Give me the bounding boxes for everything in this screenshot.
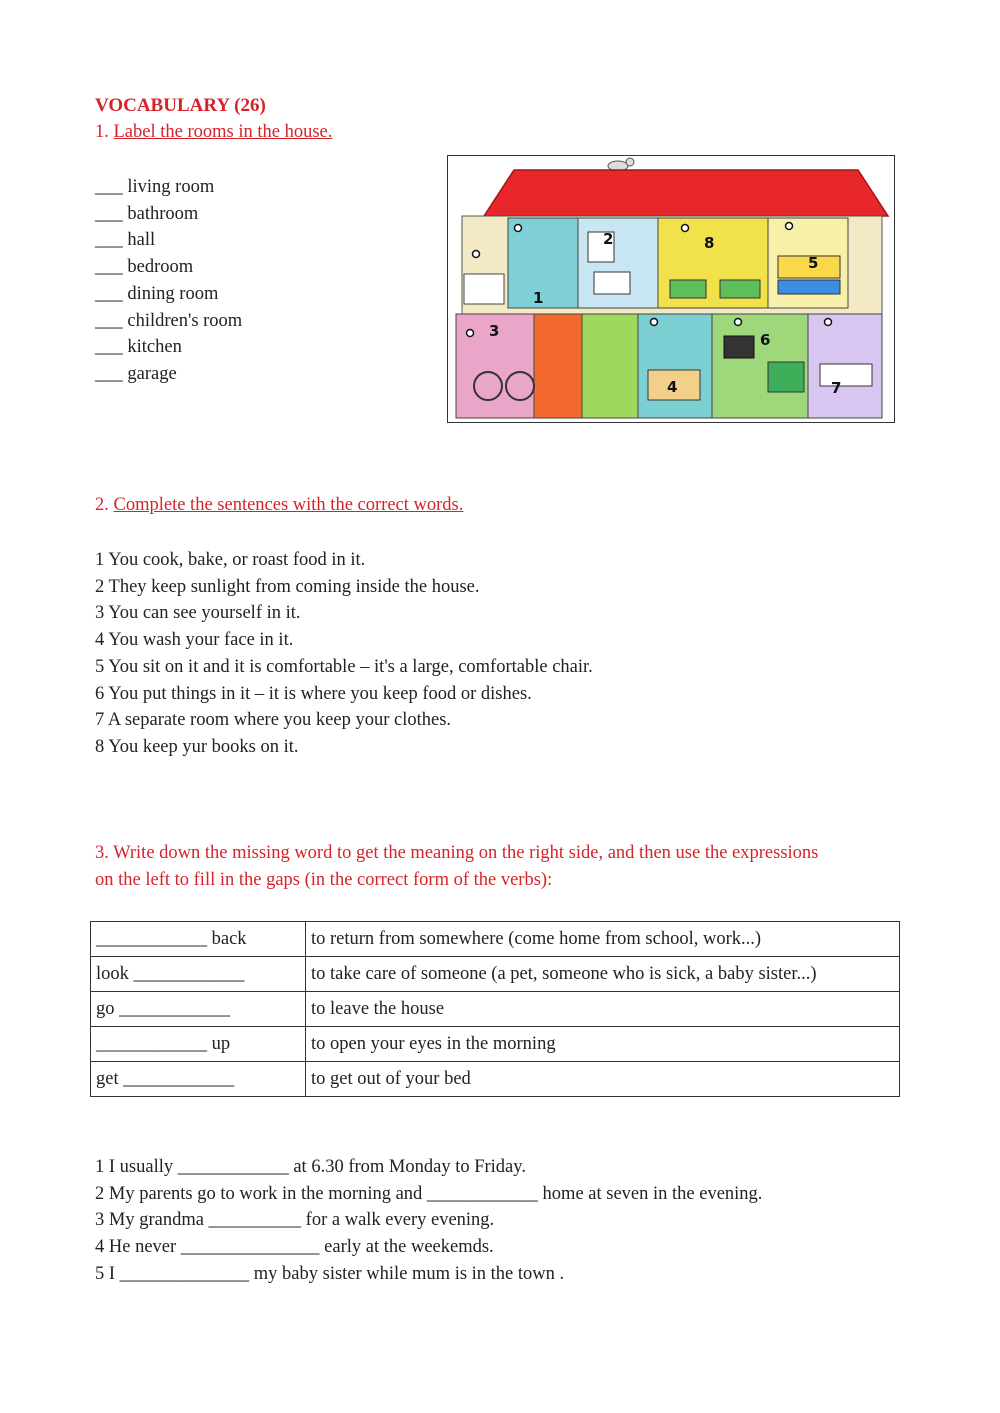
room-label: kitchen	[127, 337, 182, 358]
sofa-icon	[778, 280, 840, 294]
expression-cell[interactable]: ____________ back	[91, 922, 306, 957]
house-drawing	[448, 156, 894, 422]
meaning-cell: to leave the house	[306, 992, 900, 1027]
room-item	[95, 201, 242, 228]
exercise1-number: 1.	[95, 122, 109, 142]
answer-blank[interactable]: ___	[95, 230, 123, 251]
cat-icon	[608, 158, 634, 171]
exercise3-instruction-line2: on the left to fill in the gaps (in the correct form of the verbs):	[95, 870, 553, 890]
answer-blank[interactable]: ___	[95, 310, 123, 331]
light-icon	[515, 225, 522, 232]
room-item	[95, 281, 242, 308]
bed-icon	[670, 280, 706, 298]
definition-item: 5 You sit on it and it is comfortable – it's a large, comfortable chair.	[95, 656, 593, 677]
light-icon	[473, 251, 480, 258]
definition-item: 7 A separate room where you keep your clothes.	[95, 710, 452, 731]
definition-item: 1 You cook, bake, or roast food in it.	[95, 550, 366, 570]
light-icon	[651, 319, 658, 326]
room-number-2: 2	[603, 230, 614, 248]
meaning-cell: to get out of your bed	[306, 1062, 900, 1097]
room-number-1: 1	[533, 289, 544, 307]
definition-item: 2 They keep sunlight from coming inside the house.	[95, 576, 480, 597]
exercise2-number: 2.	[95, 495, 109, 515]
light-icon	[682, 225, 689, 232]
room-label: dining room	[127, 283, 219, 304]
exercise3-title	[95, 840, 818, 894]
gap-sentence[interactable]: 4 He never _______________ early at the weekemds.	[95, 1237, 494, 1258]
room-number-5: 5	[808, 254, 819, 272]
bathtub-icon	[594, 272, 630, 294]
definition-item: 6 You put things in it – it is where you keep food or dishes.	[95, 683, 532, 704]
room-label: children's room	[127, 310, 243, 331]
exercise1-title	[95, 122, 332, 143]
meaning-cell: to return from somewhere (come home from school, work...)	[306, 922, 900, 957]
room-number-7: 7	[831, 379, 842, 397]
house-illustration	[447, 155, 895, 423]
definition-item: 8 You keep yur books on it.	[95, 736, 299, 757]
room-item	[95, 174, 242, 201]
page-heading: VOCABULARY (26)	[95, 95, 266, 116]
room-item	[95, 227, 242, 254]
expression-cell[interactable]: ____________ up	[91, 1027, 306, 1062]
expression-cell[interactable]: go ____________	[91, 992, 306, 1027]
room-number-6: 6	[760, 331, 771, 349]
gap-sentence[interactable]: 1 I usually ____________ at 6.30 from Monday to Friday.	[95, 1157, 526, 1177]
table-row	[91, 1062, 900, 1097]
light-icon	[786, 223, 793, 230]
room-item	[95, 361, 242, 388]
room-number-3: 3	[489, 322, 500, 340]
meaning-cell: to take care of someone (a pet, someone who is sick, a baby sister...)	[306, 957, 900, 992]
light-icon	[467, 330, 474, 337]
gap-fill-list	[95, 1154, 762, 1288]
armchair-icon	[768, 362, 804, 392]
room-kitchen	[638, 314, 712, 418]
light-icon	[735, 319, 742, 326]
dining-table-icon	[820, 364, 872, 386]
front-door	[534, 314, 582, 418]
exercise2-title	[95, 495, 463, 516]
room-item	[95, 308, 242, 335]
gap-sentence[interactable]: 3 My grandma __________ for a walk every evening.	[95, 1210, 495, 1231]
balcony	[464, 274, 504, 304]
gap-sentence[interactable]: 5 I ______________ my baby sister while mum is in the town .	[95, 1263, 565, 1284]
exercise3-instruction-line1: 3. Write down the missing word to get the meaning on the right side, and then use the expressions	[95, 843, 819, 863]
definition-item: 3 You can see yourself in it.	[95, 603, 301, 624]
definition-item: 4 You wash your face in it.	[95, 630, 294, 651]
exercise2-instruction: Complete the sentences with the correct words.	[113, 495, 464, 515]
room-number-8: 8	[704, 234, 715, 252]
light-icon	[825, 319, 832, 326]
room-item	[95, 254, 242, 281]
room-label: bedroom	[127, 257, 194, 278]
table-row	[91, 1027, 900, 1062]
answer-blank[interactable]: ___	[95, 257, 123, 278]
table-row	[91, 922, 900, 957]
expression-cell[interactable]: get ____________	[91, 1062, 306, 1097]
room-hall	[582, 314, 638, 418]
expression-cell[interactable]: look ____________	[91, 957, 306, 992]
roof	[484, 170, 888, 216]
answer-blank[interactable]: ___	[95, 337, 123, 358]
table-row	[91, 957, 900, 992]
gap-sentence[interactable]: 2 My parents go to work in the morning and ____________ home at seven in the evening.	[95, 1183, 763, 1204]
answer-blank[interactable]: ___	[95, 177, 123, 197]
phrasal-verb-table	[90, 921, 900, 1097]
room-label: living room	[127, 177, 215, 197]
room-item	[95, 334, 242, 361]
bed-icon	[720, 280, 760, 298]
room-list	[95, 174, 242, 388]
meaning-cell: to open your eyes in the morning	[306, 1027, 900, 1062]
room-label: bathroom	[127, 203, 199, 224]
answer-blank[interactable]: ___	[95, 283, 123, 304]
tv-icon	[724, 336, 754, 358]
room-label: hall	[127, 230, 156, 251]
definition-list	[95, 547, 593, 761]
room-label: garage	[127, 363, 177, 384]
answer-blank[interactable]: ___	[95, 203, 123, 224]
answer-blank[interactable]: ___	[95, 363, 123, 384]
table-row	[91, 992, 900, 1027]
room-number-4: 4	[667, 378, 678, 396]
exercise1-instruction: Label the rooms in the house.	[113, 122, 333, 142]
